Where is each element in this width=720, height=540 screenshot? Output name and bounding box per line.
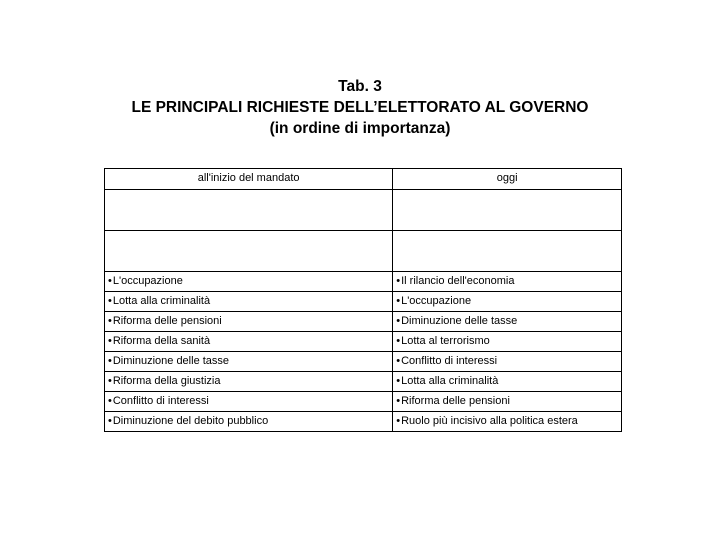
empty-row bbox=[105, 190, 622, 231]
cell-today bbox=[393, 412, 622, 432]
cell-text: Lotta alla criminalità bbox=[112, 295, 211, 307]
priorities-table bbox=[104, 168, 622, 432]
cell-start-of-mandate bbox=[105, 272, 393, 292]
cell-text: Riforma delle pensioni bbox=[112, 315, 222, 327]
bullet-icon: • bbox=[396, 335, 401, 347]
bullet-icon: • bbox=[108, 295, 112, 307]
cell-start-of-mandate bbox=[105, 412, 393, 432]
cell-today bbox=[393, 352, 622, 372]
cell-today bbox=[393, 392, 622, 412]
cell-today bbox=[393, 332, 622, 352]
table-row bbox=[105, 412, 622, 432]
table-title: LE PRINCIPALI RICHIESTE DELL’ELETTORATO AL GOVERNO bbox=[131, 99, 589, 116]
table-row bbox=[105, 372, 622, 392]
cell-start-of-mandate bbox=[105, 392, 393, 412]
bullet-icon: • bbox=[396, 395, 401, 407]
cell-start-of-mandate bbox=[105, 312, 393, 332]
table-row bbox=[105, 272, 622, 292]
cell-text: Riforma delle pensioni bbox=[401, 395, 510, 407]
cell-today bbox=[393, 272, 622, 292]
table-row bbox=[105, 312, 622, 332]
table-row bbox=[105, 352, 622, 372]
cell-today bbox=[393, 372, 622, 392]
empty-row bbox=[105, 231, 622, 272]
bullet-icon: • bbox=[108, 395, 112, 407]
table-subtitle: (in ordine di importanza) bbox=[269, 120, 451, 137]
cell-text: Diminuzione del debito pubblico bbox=[112, 415, 269, 427]
cell-text: Riforma della giustizia bbox=[112, 375, 221, 387]
cell-text: Riforma della sanità bbox=[112, 335, 211, 347]
bullet-icon: • bbox=[396, 275, 401, 287]
cell-today bbox=[393, 312, 622, 332]
table-row bbox=[105, 332, 622, 352]
cell-text: Diminuzione delle tasse bbox=[401, 315, 518, 327]
cell-start-of-mandate bbox=[105, 352, 393, 372]
cell-text: Lotta al terrorismo bbox=[401, 335, 490, 347]
cell-text: Diminuzione delle tasse bbox=[112, 355, 230, 367]
bullet-icon: • bbox=[396, 375, 401, 387]
bullet-icon: • bbox=[108, 375, 112, 387]
bullet-icon: • bbox=[396, 315, 401, 327]
table-row bbox=[105, 392, 622, 412]
header-today: oggi bbox=[393, 169, 622, 190]
bullet-icon: • bbox=[396, 295, 401, 307]
cell-text: Conflitto di interessi bbox=[401, 355, 498, 367]
bullet-icon: • bbox=[396, 415, 401, 427]
header-start-of-mandate: all'inizio del mandato bbox=[105, 169, 393, 190]
cell-start-of-mandate bbox=[105, 372, 393, 392]
cell-text: Ruolo più incisivo alla politica estera bbox=[401, 415, 578, 427]
cell-text: L'occupazione bbox=[112, 275, 183, 287]
table-number: Tab. 3 bbox=[338, 78, 382, 95]
bullet-icon: • bbox=[108, 315, 112, 327]
cell-text: Lotta alla criminalità bbox=[401, 375, 499, 387]
bullet-icon: • bbox=[108, 355, 112, 367]
cell-start-of-mandate bbox=[105, 292, 393, 312]
bullet-icon: • bbox=[108, 335, 112, 347]
cell-text: Il rilancio dell'economia bbox=[401, 275, 515, 287]
bullet-icon: • bbox=[396, 355, 401, 367]
bullet-icon: • bbox=[108, 275, 112, 287]
cell-text: L'occupazione bbox=[401, 295, 472, 307]
table-title-block bbox=[0, 76, 720, 139]
cell-today bbox=[393, 292, 622, 312]
header-row bbox=[105, 169, 622, 190]
cell-start-of-mandate bbox=[105, 332, 393, 352]
cell-text: Conflitto di interessi bbox=[112, 395, 209, 407]
table-row bbox=[105, 292, 622, 312]
bullet-icon: • bbox=[108, 415, 112, 427]
